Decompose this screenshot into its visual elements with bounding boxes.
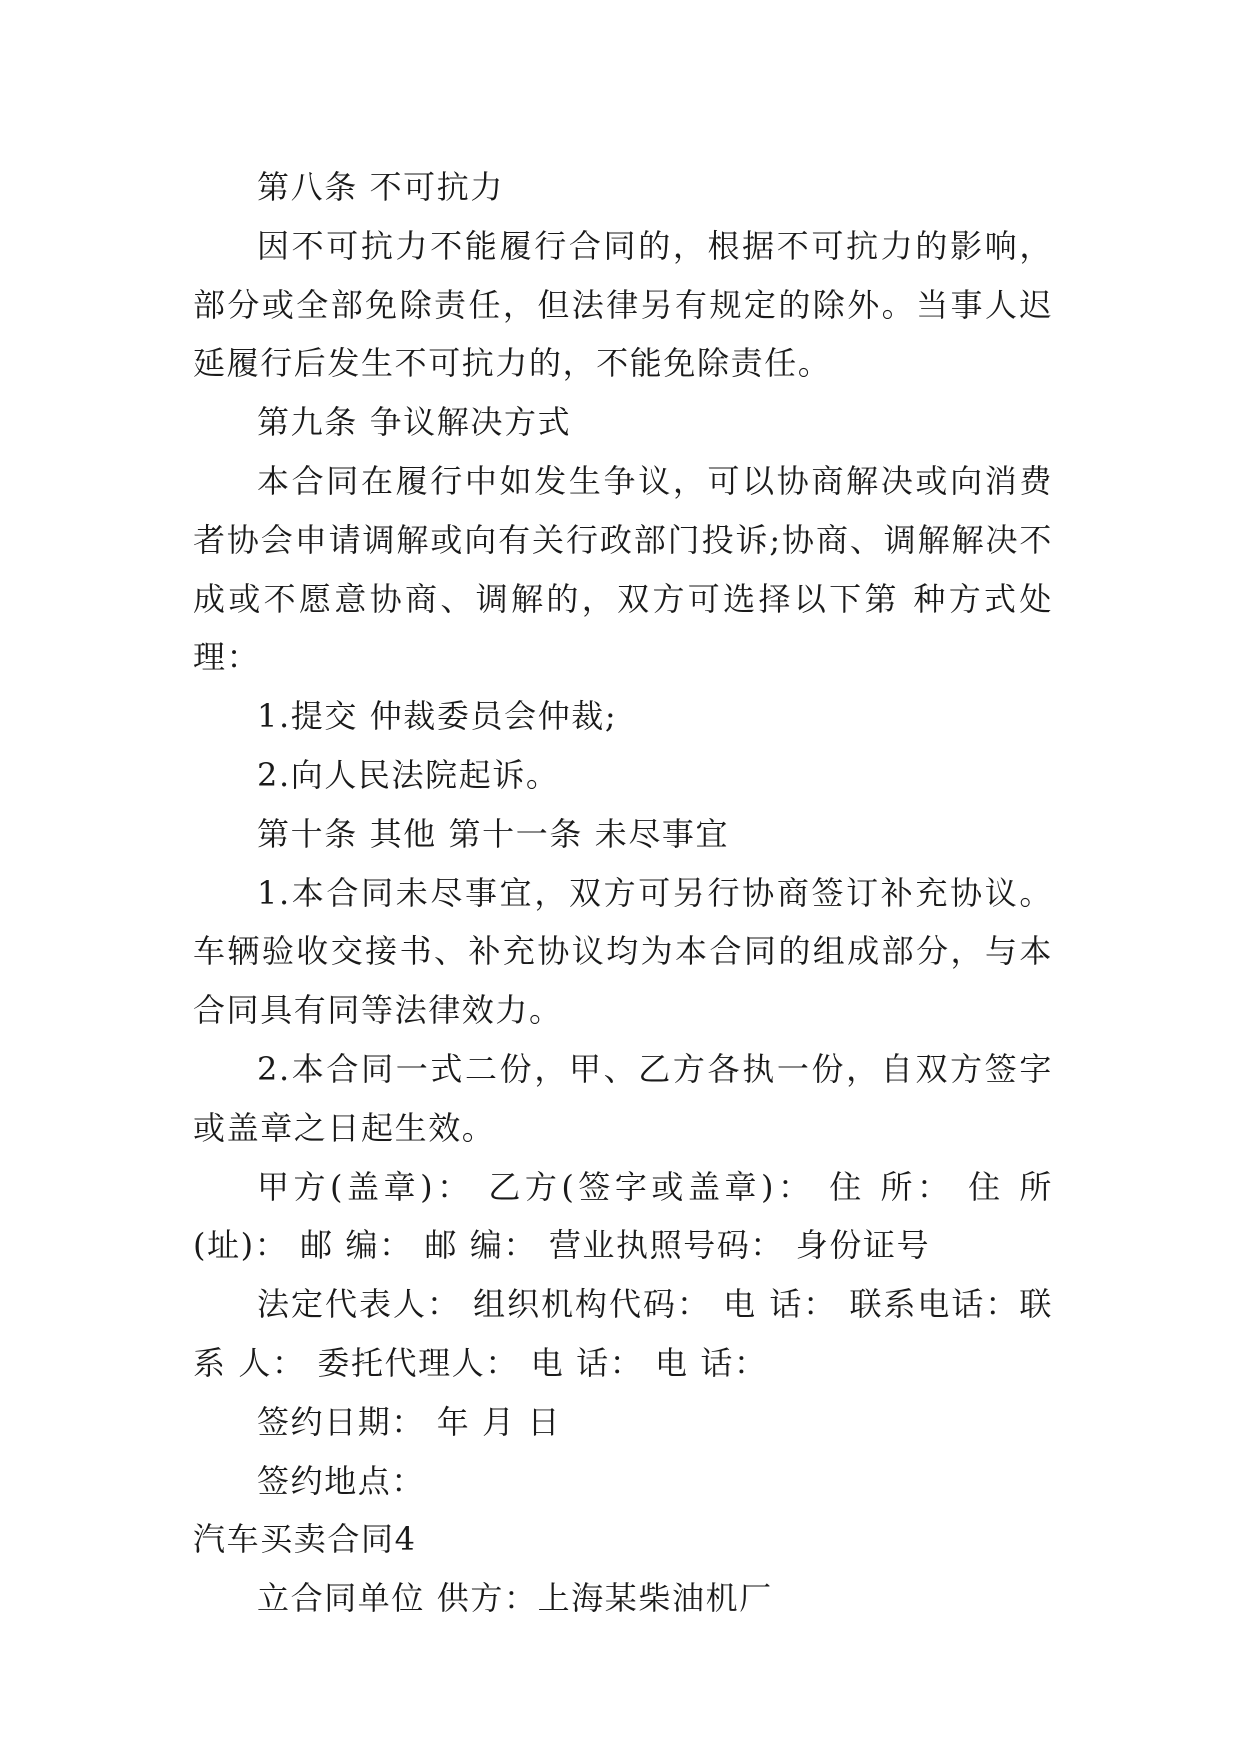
document-body — [193, 158, 1053, 1628]
signing-place: 签约地点： — [257, 1461, 426, 1500]
next-contract-title: 汽车买卖合同4 — [193, 1520, 417, 1559]
article-9-heading: 第九条 争议解决方式 — [257, 403, 572, 442]
signature-block-contacts: 法定代表人： 组织机构代码： 电 话： 联系电话：联 系 人： 委托代理人： 电 话： 电 话： — [193, 1285, 1053, 1382]
article-9-option-2: 2.向人民法院起诉。 — [257, 755, 560, 794]
article-8-heading: 第八条 不可抗力 — [257, 168, 504, 206]
signing-date: 签约日期： 年 月 日 — [257, 1402, 562, 1441]
article-10-11-heading: 第十条 其他 第十一条 未尽事宜 — [257, 814, 730, 853]
article-8-body: 因不可抗力不能履行合同的，根据不可抗力的影响，部分或全部免除责任，但法律另有规定的除外。当事人迟延履行后发生不可抗力的，不能免除责任。 — [193, 226, 1053, 383]
article-9-body: 本合同在履行中如发生争议，可以协商解决或向消费者协会申请调解或向有关行政部门投诉;协商、调解解决不成或不愿意协商、调解的，双方可选择以下第 种方式处理： — [193, 461, 1053, 677]
article-11-clause-2: 2.本合同一式二份，甲、乙方各执一份，自双方签字或盖章之日起生效。 — [193, 1049, 1053, 1147]
signature-block-parties: 甲方(盖章)： 乙方(签字或盖章)： 住 所： 住 所(址)： 邮 编： 邮 编： 营业执照号码： 身份证号 — [193, 1167, 1053, 1265]
article-9-option-1: 1.提交 仲裁委员会仲裁; — [257, 697, 618, 736]
article-11-clause-1: 1.本合同未尽事宜，双方可另行协商签订补充协议。车辆验收交接书、补充协议均为本合同的组成部分，与本合同具有同等法律效力。 — [193, 873, 1053, 1030]
contracting-unit: 立合同单位 供方：上海某柴油机厂 — [257, 1579, 773, 1618]
